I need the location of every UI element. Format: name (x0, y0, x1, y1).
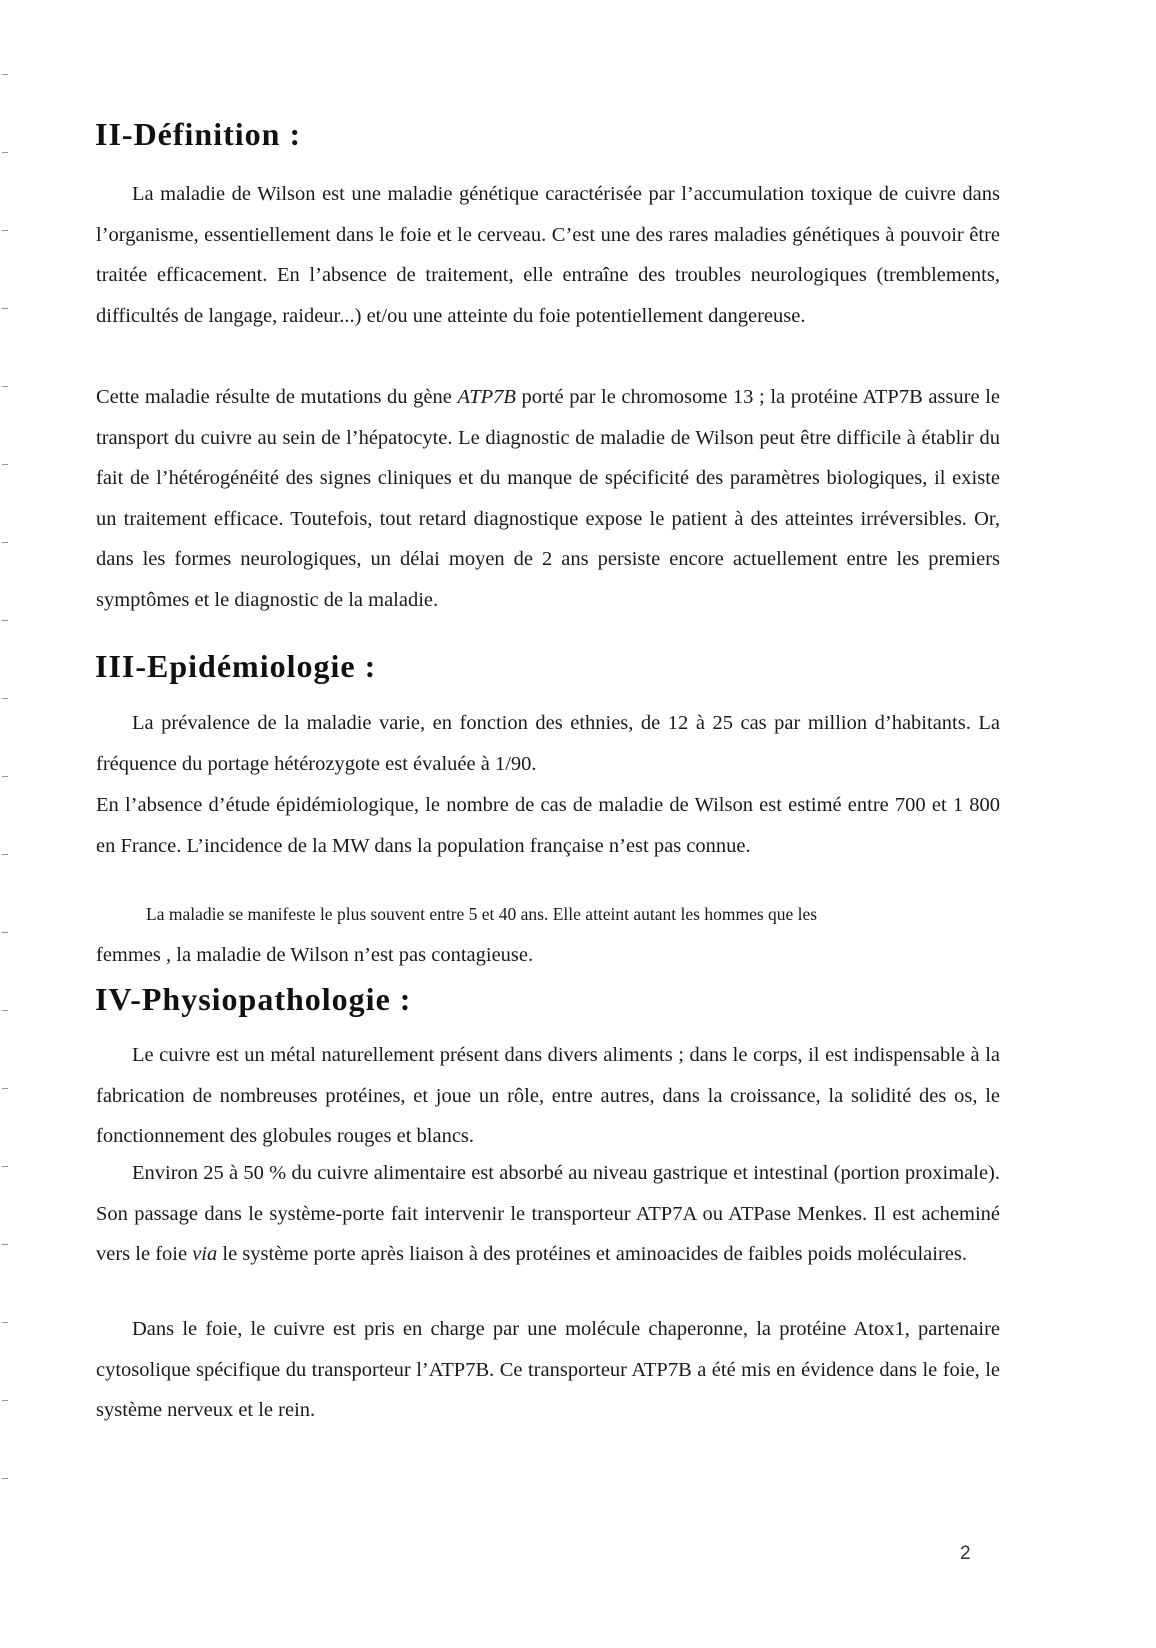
section-title-epidemiology: III-Epidémiologie : (95, 648, 377, 684)
epidemiology-final-line: femmes , la maladie de Wilson n’est pas contagieuse. (96, 943, 534, 966)
epidemiology-paragraph-2: En l’absence d’étude épidémiologique, le nombre de cas de maladie de Wilson est estimé entre 700 et 1 800 en France. L’incidence de la MW dans la population française n’est pas connue. (96, 794, 1000, 857)
physiopathology-paragraph-1: Le cuivre est un métal naturellement présent dans divers aliments ; dans le corps, il est indispensable à la fabrication de nombreuses protéines, et joue un rôle, entre autres, dans la croissance, la solidité des os, le fonctionnement des globules rouges et blancs. (96, 1044, 1000, 1147)
scan-margin-marks (2, 0, 14, 1648)
physiopathology-paragraph-2 (96, 1153, 1000, 1275)
via-italic: via (192, 1243, 218, 1265)
definition-paragraph-2 (96, 377, 1000, 620)
definition-paragraph-1: La maladie de Wilson est une maladie génétique caractérisée par l’accumulation toxique de cuivre dans l’organisme, essentiellement dans le foie et le cerveau. C’est une des rares maladies génétiques à pouvoir être traitée efficacement. En l’absence de traitement, elle entraîne des troubles neurologiques (tremblements, difficultés de langage, raideur...) et/ou une atteinte du foie potentiellement dangereuse. (96, 183, 1000, 327)
page-number: 2 (960, 1543, 971, 1564)
definition-text-before-gene: Cette maladie résulte de mutations du gène (96, 386, 458, 408)
physiopathology-paragraph-3: Dans le foie, le cuivre est pris en charge par une molécule chaperonne, la protéine Atox1, partenaire cytosolique spécifique du transporteur l’ATP7B. Ce transporteur ATP7B a été mis en évidence dans le foie, le système nerveux et le rein. (96, 1318, 1000, 1421)
section-title-physiopathology: IV-Physiopathologie : (95, 981, 412, 1017)
epidemiology-small-line: La maladie se manifeste le plus souvent entre 5 et 40 ans. Elle atteint autant les hommes que les (146, 904, 818, 924)
epidemiology-paragraph-3 (96, 894, 1000, 975)
physiopathology-text-after-via: le système porte après liaison à des protéines et aminoacides de faibles poids moléculaires. (217, 1243, 967, 1265)
gene-name-italic: ATP7B (457, 386, 516, 408)
section-title-definition: II-Définition : (95, 116, 302, 152)
definition-text-after-gene: porté par le chromosome 13 ; la protéine ATP7B assure le transport du cuivre au sein de l’hépatocyte. Le diagnostic de maladie de Wilson peut être difficile à établir du fait de l’hétérogénéité des signes cliniques et du manque de spécificité des paramètres biologiques, il existe un traitement efficace. Toutefois, tout retard diagnostique expose le patient à des atteintes irréversibles. Or, dans les formes neurologiques, un délai moyen de 2 ans persiste encore actuellement entre les premiers symptômes et le diagnostic de la maladie. (96, 386, 1000, 611)
physiopathology-text-before-via: Environ 25 à 50 % du cuivre alimentaire est absorbé au niveau gastrique et intestinal (portion proximale). Son passage dans le système-porte fait intervenir le transporteur ATP7A ou ATPase Menkes. Il est acheminé vers le foie (96, 1162, 1000, 1265)
epidemiology-paragraph-1: La prévalence de la maladie varie, en fonction des ethnies, de 12 à 25 cas par million d’habitants. La fréquence du portage hétérozygote est évaluée à 1/90. (96, 712, 1000, 775)
